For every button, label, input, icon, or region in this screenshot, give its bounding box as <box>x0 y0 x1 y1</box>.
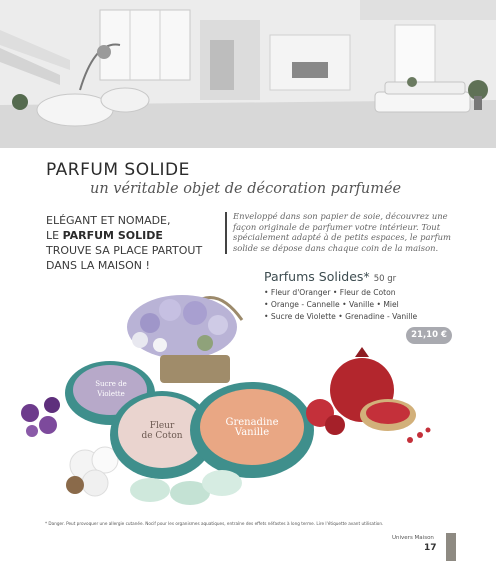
tin-label-middle <box>132 421 192 441</box>
lavender-basket <box>127 295 242 383</box>
divider-line <box>225 212 227 254</box>
lead-text <box>46 213 216 273</box>
price-badge: 21,10 € <box>406 327 452 344</box>
violet-flowers <box>21 397 60 437</box>
scent-line: • Orange - Cannelle • Vanille • Miel <box>264 300 399 309</box>
scent-line: • Sucre de Violette • Grenadine - Vanille <box>264 312 418 321</box>
page-subtitle: un véritable objet de décoration parfumée <box>90 181 402 197</box>
tin-label-right-line2: Vanille <box>234 427 270 438</box>
lead-highlight: PARFUM SOLIDE <box>62 229 163 242</box>
interior-photo <box>0 0 496 148</box>
product-weight: 50 gr <box>373 274 397 284</box>
page-tab-bar <box>446 533 456 561</box>
intro-paragraph: Enveloppé dans son papier de soie, découvrez une façon originale de parfumer votre intérieur. Tout spécialement adapté à de petits espaces, le parfum solide se dépose dans chaque coin de la maison. <box>233 211 451 253</box>
product-title: Parfums Solides* <box>264 269 370 284</box>
tin-label-right-line1: Grenadine <box>225 417 279 428</box>
lead-line-2-prefix: LE <box>46 229 63 242</box>
lead-line-1: ELÉGANT ET NOMADE, <box>46 214 171 227</box>
tin-label-left: Sucre de Violette <box>95 380 127 398</box>
tin-label-right <box>220 418 284 438</box>
section-name: Univers Maison <box>392 535 434 541</box>
page-title: PARFUM SOLIDE <box>46 160 190 180</box>
hazard-disclaimer: * Danger. Peut provoquer une allergie cutanée. Nocif pour les organismes aquatiques, entraîne des effets néfastes à long terme. Lire l'étiquette avant utilisation. <box>45 521 384 526</box>
tin-label-middle-line2: de Coton <box>141 431 183 441</box>
pomegranate <box>306 347 431 443</box>
lead-line-3: TROUVE SA PLACE PARTOUT DANS LA MAISON ! <box>46 244 203 272</box>
tin-label-middle-line1: Fleur <box>149 421 175 431</box>
product-illustration <box>0 285 496 515</box>
scent-line: • Fleur d'Oranger • Fleur de Coton <box>264 288 396 297</box>
cotton-flower <box>66 447 118 496</box>
product-heading <box>264 266 396 285</box>
page-number: 17 <box>424 543 437 553</box>
